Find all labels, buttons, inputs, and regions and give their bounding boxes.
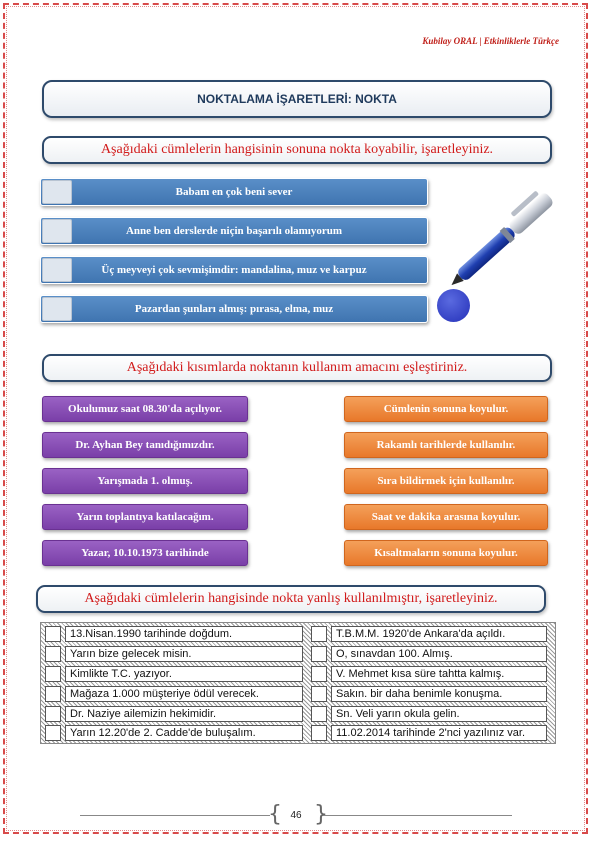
right-brace-icon: } [314, 802, 328, 827]
instruction-2 [42, 354, 552, 382]
title-box [42, 80, 552, 118]
grid-left-cell: Kimlikte T.C. yazıyor. [65, 666, 303, 682]
answer-checkbox[interactable] [311, 646, 327, 662]
option-bar [40, 178, 428, 206]
match-right-text: Sıra bildirmek için kullanılır. [377, 475, 515, 487]
match-right-item[interactable] [344, 504, 548, 530]
answer-checkbox[interactable] [311, 706, 327, 722]
grid-left-cell: 13.Nisan.1990 tarihinde doğdum. [65, 626, 303, 642]
grid-left-cell: Yarın 12.20'de 2. Cadde'de buluşalım. [65, 725, 303, 741]
grid-right-cell: O, sınavdan 100. Almış. [331, 646, 547, 662]
match-right-item[interactable] [344, 540, 548, 566]
option-row [40, 256, 428, 284]
match-right-item[interactable] [344, 468, 548, 494]
instruction-3 [36, 585, 546, 613]
instruction-2-text: Aşağıdaki kısımlarda noktanın kullanım amacını eşleştiriniz. [126, 360, 468, 375]
option-checkbox[interactable] [42, 180, 72, 204]
match-left-text: Yazar, 10.10.1973 tarihinde [81, 547, 209, 559]
answer-checkbox[interactable] [311, 666, 327, 682]
option-text: Babam en çok beni sever [175, 186, 293, 198]
page-header: Kubilay ORAL | Etkinliklerle Türkçe [422, 36, 559, 46]
page-title: NOKTALAMA İŞARETLERİ: NOKTA [197, 92, 397, 106]
option-text: Pazardan şunları almış: pırasa, elma, muz [134, 303, 334, 315]
grid-left-cell: Mağaza 1.000 müşteriye ödül verecek. [65, 686, 303, 702]
answer-checkbox[interactable] [311, 626, 327, 642]
grid-right-cell: 11.02.2014 tarihinde 2'nci yazılınız var. [331, 725, 547, 741]
answer-checkbox[interactable] [45, 646, 61, 662]
pen-icon [440, 182, 570, 292]
option-row [40, 295, 428, 323]
answer-checkbox[interactable] [311, 725, 327, 741]
match-left-item[interactable] [42, 468, 248, 494]
match-right-text: Cümlenin sonuna koyulur. [383, 403, 509, 415]
grid-left-cell: Dr. Naziye ailemizin hekimidir. [65, 706, 303, 722]
grid-right-cell: T.B.M.M. 1920'de Ankara'da açıldı. [331, 626, 547, 642]
footer-divider-right [322, 815, 512, 816]
option-text: Üç meyveyi çok sevmişimdir: mandalina, muz ve karpuz [101, 264, 367, 276]
match-left-text: Okulumuz saat 08.30'da açılıyor. [68, 403, 222, 415]
grid-right-cell: V. Mehmet kısa süre tahtta kalmış. [331, 666, 547, 682]
match-left-item[interactable] [42, 504, 248, 530]
answer-grid [40, 622, 556, 744]
answer-checkbox[interactable] [45, 626, 61, 642]
match-right-text: Rakamlı tarihlerde kullanılır. [376, 439, 516, 451]
footer-divider-left [80, 815, 270, 816]
left-brace-icon: { [268, 802, 282, 827]
instruction-3-text: Aşağıdaki cümlelerin hangisinde nokta yanlış kullanılmıştır, işaretleyiniz. [84, 591, 498, 606]
option-checkbox[interactable] [42, 297, 72, 321]
answer-checkbox[interactable] [45, 725, 61, 741]
option-bar [40, 217, 428, 245]
match-left-text: Yarışmada 1. olmuş. [97, 475, 193, 487]
match-left-text: Yarın toplantıya katılacağım. [76, 511, 214, 523]
option-text: Anne ben derslerde niçin başarılı olamıyorum [125, 225, 343, 237]
grid-left-cell: Yarın bize gelecek misin. [65, 646, 303, 662]
match-left-item[interactable] [42, 396, 248, 422]
page-number: 46 [290, 809, 302, 821]
match-right-item[interactable] [344, 432, 548, 458]
answer-checkbox[interactable] [311, 686, 327, 702]
match-right-text: Saat ve dakika arasına koyulur. [371, 511, 521, 523]
option-bar [40, 256, 428, 284]
answer-checkbox[interactable] [45, 706, 61, 722]
option-checkbox[interactable] [42, 258, 72, 282]
option-row [40, 178, 428, 206]
answer-checkbox[interactable] [45, 686, 61, 702]
option-row [40, 217, 428, 245]
grid-right-cell: Sn. Veli yarın okula gelin. [331, 706, 547, 722]
instruction-1 [42, 136, 552, 164]
match-right-item[interactable] [344, 396, 548, 422]
option-checkbox[interactable] [42, 219, 72, 243]
match-left-item[interactable] [42, 540, 248, 566]
option-bar [40, 295, 428, 323]
match-left-text: Dr. Ayhan Bey tanıdığımızdır. [75, 439, 215, 451]
answer-checkbox[interactable] [45, 666, 61, 682]
instruction-1-text: Aşağıdaki cümlelerin hangisinin sonuna nokta koyabilir, işaretleyiniz. [100, 142, 494, 157]
match-left-item[interactable] [42, 432, 248, 458]
match-right-text: Kısaltmaların sonuna koyulur. [374, 547, 518, 559]
grid-right-cell: Sakın. bir daha benimle konuşma. [331, 686, 547, 702]
blue-dot [437, 289, 470, 322]
